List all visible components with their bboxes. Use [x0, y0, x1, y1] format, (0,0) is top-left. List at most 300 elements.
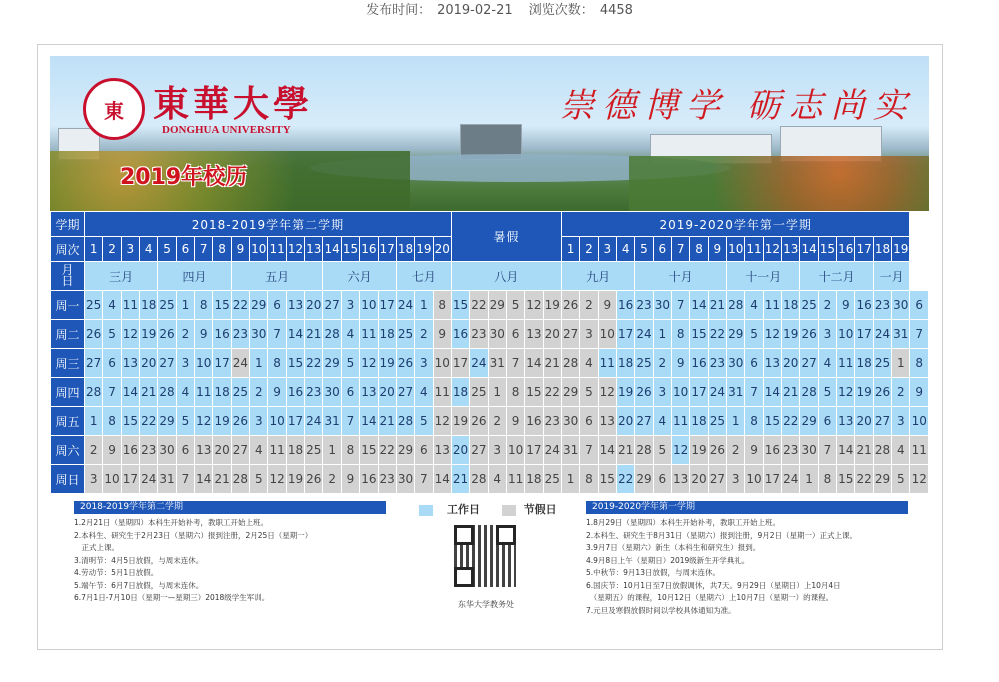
- day-cell: 26: [158, 320, 176, 349]
- calendar-table: [50, 211, 929, 494]
- day-cell: 24: [305, 407, 323, 436]
- day-cell: 2: [85, 436, 103, 465]
- day-cell: 18: [451, 378, 469, 407]
- day-cell: 13: [763, 349, 781, 378]
- day-cell: 16: [121, 436, 139, 465]
- note-line: 4.劳动节：5月1日放假。: [74, 568, 159, 577]
- day-cell: 22: [543, 378, 561, 407]
- month-header: 十一月: [727, 262, 800, 291]
- day-row: [51, 436, 929, 465]
- day-cell: 18: [378, 320, 396, 349]
- day-cell: 25: [800, 291, 818, 320]
- term-label: 学期: [51, 212, 85, 237]
- day-cell: 20: [140, 349, 158, 378]
- day-cell: 17: [855, 320, 873, 349]
- week-number: 17: [855, 237, 873, 262]
- day-cell: 2: [892, 378, 910, 407]
- day-cell: 27: [231, 436, 249, 465]
- week-number: 18: [396, 237, 414, 262]
- day-cell: 8: [103, 407, 121, 436]
- day-cell: 4: [250, 436, 268, 465]
- day-cell: 14: [433, 465, 451, 494]
- day-cell: 11: [672, 407, 690, 436]
- day-cell: 27: [396, 378, 414, 407]
- day-cell: 14: [121, 378, 139, 407]
- day-cell: 17: [525, 436, 543, 465]
- week-number: 5: [635, 237, 653, 262]
- day-cell: 20: [616, 407, 634, 436]
- day-cell: 8: [341, 436, 359, 465]
- day-cell: 16: [855, 291, 873, 320]
- notes-term1: [74, 501, 386, 605]
- day-cell: 3: [488, 436, 506, 465]
- day-cell: 6: [268, 291, 286, 320]
- day-cell: 21: [140, 378, 158, 407]
- day-cell: 14: [195, 465, 213, 494]
- day-cell: 1: [415, 291, 433, 320]
- day-cell: 25: [543, 465, 561, 494]
- day-cell: 9: [433, 320, 451, 349]
- week-number: 20: [433, 237, 451, 262]
- day-cell: 23: [470, 320, 488, 349]
- day-cell: 7: [580, 436, 598, 465]
- day-cell: 21: [616, 436, 634, 465]
- day-cell: 31: [158, 465, 176, 494]
- day-cell: 9: [745, 436, 763, 465]
- day-cell: 7: [341, 407, 359, 436]
- day-cell: 28: [85, 378, 103, 407]
- day-cell: 4: [818, 349, 836, 378]
- day-cell: 11: [121, 291, 139, 320]
- day-cell: 23: [708, 349, 726, 378]
- day-cell: 7: [745, 378, 763, 407]
- day-cell: 28: [635, 436, 653, 465]
- day-cell: 12: [195, 407, 213, 436]
- day-cell: 9: [598, 291, 616, 320]
- day-cell: 1: [800, 465, 818, 494]
- weekday-label: 周四: [51, 378, 85, 407]
- day-cell: 29: [488, 291, 506, 320]
- day-cell: 22: [305, 349, 323, 378]
- day-cell: 17: [213, 349, 231, 378]
- day-cell: 23: [140, 436, 158, 465]
- publish-date: 2019-02-21: [437, 3, 513, 18]
- day-cell: 15: [213, 291, 231, 320]
- day-cell: 9: [103, 436, 121, 465]
- day-cell: 30: [396, 465, 414, 494]
- day-cell: 25: [396, 320, 414, 349]
- day-cell: 28: [873, 436, 891, 465]
- week-label: 周次: [51, 237, 85, 262]
- day-cell: 5: [415, 407, 433, 436]
- day-cell: 6: [341, 378, 359, 407]
- day-cell: 24: [873, 320, 891, 349]
- day-cell: 9: [341, 465, 359, 494]
- day-cell: 25: [873, 349, 891, 378]
- day-cell: 3: [250, 407, 268, 436]
- day-cell: 5: [250, 465, 268, 494]
- day-cell: 30: [800, 436, 818, 465]
- week-number: 16: [360, 237, 378, 262]
- day-cell: 13: [598, 407, 616, 436]
- day-cell: 15: [763, 407, 781, 436]
- day-cell: 18: [286, 436, 304, 465]
- day-cell: 12: [525, 291, 543, 320]
- day-cell: 31: [892, 320, 910, 349]
- day-cell: 11: [433, 378, 451, 407]
- day-cell: 22: [782, 407, 800, 436]
- day-cell: 6: [176, 436, 194, 465]
- day-cell: 3: [85, 465, 103, 494]
- day-cell: 13: [360, 378, 378, 407]
- day-cell: 12: [268, 465, 286, 494]
- day-cell: 16: [213, 320, 231, 349]
- month-label: 月: [61, 263, 74, 277]
- day-cell: 10: [360, 291, 378, 320]
- day-cell: 10: [910, 407, 929, 436]
- day-cell: 28: [800, 378, 818, 407]
- week-number: 1: [85, 237, 103, 262]
- day-cell: 18: [782, 291, 800, 320]
- weekday-label: 周二: [51, 320, 85, 349]
- day-cell: 30: [323, 378, 341, 407]
- week-number: 10: [727, 237, 745, 262]
- note-line: 1.2月21日（星期四）本科生开始补考，教职工开始上班。: [74, 518, 268, 527]
- day-cell: 17: [616, 320, 634, 349]
- day-cell: 9: [910, 378, 929, 407]
- day-cell: 10: [837, 320, 855, 349]
- note-line: 6.7月1日-7月10日（星期一—星期三）2018级学生军训。: [74, 593, 270, 602]
- day-cell: 6: [910, 291, 929, 320]
- day-cell: 8: [672, 320, 690, 349]
- day-cell: 19: [286, 465, 304, 494]
- day-row: [51, 378, 929, 407]
- views-label: 浏览次数：: [528, 3, 594, 18]
- day-cell: 27: [470, 436, 488, 465]
- note-line: 正式上课。: [74, 543, 119, 552]
- day-cell: 14: [763, 378, 781, 407]
- day-cell: 3: [580, 320, 598, 349]
- legend-workday: 工作日: [447, 503, 480, 516]
- note-line: （星期五）的课程，10月12日（星期六）上10月7日（星期一）的课程。: [586, 593, 834, 602]
- week-number: 8: [213, 237, 231, 262]
- day-cell: 5: [818, 378, 836, 407]
- day-cell: 6: [506, 320, 524, 349]
- day-cell: 10: [103, 465, 121, 494]
- notes-term1-list: [74, 517, 386, 605]
- day-cell: 16: [286, 378, 304, 407]
- day-cell: 6: [818, 407, 836, 436]
- day-cell: 30: [250, 320, 268, 349]
- day-cell: 12: [837, 378, 855, 407]
- day-cell: 8: [745, 407, 763, 436]
- month-header: 十二月: [800, 262, 873, 291]
- day-cell: 7: [268, 320, 286, 349]
- day-cell: 12: [910, 465, 929, 494]
- day-cell: 29: [323, 349, 341, 378]
- day-cell: 1: [250, 349, 268, 378]
- motto: 崇德博学 砺志尚实: [560, 86, 915, 126]
- day-cell: 11: [910, 436, 929, 465]
- day-cell: 19: [690, 436, 708, 465]
- day-cell: 14: [598, 436, 616, 465]
- day-cell: 16: [690, 349, 708, 378]
- publish-label: 发布时间：: [366, 3, 432, 18]
- day-cell: 2: [250, 378, 268, 407]
- term2-title: 2019-2020学年第一学期: [561, 212, 910, 237]
- day-cell: 26: [305, 465, 323, 494]
- university-name-en: DONGHUA UNIVERSITY: [162, 124, 291, 136]
- day-cell: 20: [451, 436, 469, 465]
- day-cell: 25: [708, 407, 726, 436]
- week-number: 8: [690, 237, 708, 262]
- day-cell: 21: [213, 465, 231, 494]
- day-cell: 5: [892, 465, 910, 494]
- day-cell: 29: [250, 291, 268, 320]
- day-cell: 3: [653, 378, 671, 407]
- day-cell: 19: [140, 320, 158, 349]
- day-cell: 24: [470, 349, 488, 378]
- day-cell: 31: [727, 378, 745, 407]
- day-cell: 15: [837, 465, 855, 494]
- day-cell: 27: [323, 291, 341, 320]
- day-cell: 27: [158, 349, 176, 378]
- day-cell: 26: [708, 436, 726, 465]
- day-cell: 19: [451, 407, 469, 436]
- day-cell: 15: [598, 465, 616, 494]
- day-cell: 1: [561, 465, 579, 494]
- day-cell: 7: [506, 349, 524, 378]
- notes-term1-title: 2018-2019学年第二学期: [74, 501, 386, 514]
- day-cell: 31: [323, 407, 341, 436]
- day-cell: 5: [580, 378, 598, 407]
- week-number: 18: [873, 237, 891, 262]
- day-cell: 16: [451, 320, 469, 349]
- day-cell: 27: [800, 349, 818, 378]
- day-cell: 3: [818, 320, 836, 349]
- day-row: [51, 465, 929, 494]
- day-cell: 11: [837, 349, 855, 378]
- day-cell: 9: [506, 407, 524, 436]
- day-cell: 21: [543, 349, 561, 378]
- day-cell: 11: [195, 378, 213, 407]
- day-cell: 12: [121, 320, 139, 349]
- weekday-label: 周五: [51, 407, 85, 436]
- day-cell: 2: [323, 465, 341, 494]
- notes-term2: [586, 501, 908, 617]
- day-cell: 15: [360, 436, 378, 465]
- day-row: [51, 291, 929, 320]
- day-cell: 24: [543, 436, 561, 465]
- day-cell: 19: [543, 291, 561, 320]
- day-cell: 13: [286, 291, 304, 320]
- week-number: 17: [378, 237, 396, 262]
- note-line: 7.元旦及寒假放假时间以学校具体通知为准。: [586, 605, 736, 615]
- day-cell: 16: [360, 465, 378, 494]
- day-cell: 24: [231, 349, 249, 378]
- day-cell: 28: [231, 465, 249, 494]
- weekday-label: 周日: [51, 465, 85, 494]
- week-number: 16: [837, 237, 855, 262]
- day-cell: 11: [360, 320, 378, 349]
- day-cell: 18: [213, 378, 231, 407]
- day-cell: 15: [525, 378, 543, 407]
- day-cell: 9: [672, 349, 690, 378]
- legend: [419, 501, 569, 517]
- day-cell: 27: [708, 465, 726, 494]
- term1-title: 2018-2019学年第二学期: [85, 212, 452, 237]
- day-cell: 22: [616, 465, 634, 494]
- week-number: 1: [561, 237, 579, 262]
- day-cell: 4: [341, 320, 359, 349]
- day-cell: 6: [415, 436, 433, 465]
- week-number: 3: [121, 237, 139, 262]
- week-number: 7: [672, 237, 690, 262]
- day-cell: 22: [378, 436, 396, 465]
- day-cell: 10: [506, 436, 524, 465]
- calendar-title: 2019年校历: [120, 165, 248, 190]
- day-cell: 27: [561, 320, 579, 349]
- day-cell: 25: [231, 378, 249, 407]
- month-header: 八月: [451, 262, 561, 291]
- week-number: 7: [195, 237, 213, 262]
- day-cell: 14: [525, 349, 543, 378]
- day-cell: 13: [433, 436, 451, 465]
- day-cell: 12: [360, 349, 378, 378]
- day-cell: 22: [140, 407, 158, 436]
- day-cell: 12: [433, 407, 451, 436]
- day-cell: 24: [782, 465, 800, 494]
- day-cell: 28: [561, 349, 579, 378]
- note-line: 2.本科生、研究生于8月31日（星期六）报到注册，9月2日（星期一）正式上课。: [586, 530, 858, 540]
- day-cell: 2: [580, 291, 598, 320]
- day-cell: 1: [488, 378, 506, 407]
- day-cell: 3: [341, 291, 359, 320]
- day-cell: 26: [873, 378, 891, 407]
- day-cell: 20: [690, 465, 708, 494]
- note-line: 6.国庆节：10月1日至7日放假调休，共7天。9月29日（星期日）上10月4日: [586, 580, 841, 590]
- day-cell: 10: [745, 465, 763, 494]
- week-number: 11: [268, 237, 286, 262]
- weekday-label: 周三: [51, 349, 85, 378]
- day-cell: 25: [470, 378, 488, 407]
- day-cell: 30: [488, 320, 506, 349]
- week-number: 12: [763, 237, 781, 262]
- month-header: 四月: [158, 262, 231, 291]
- day-cell: 21: [708, 291, 726, 320]
- notes-term2-title: 2019-2020学年第一学期: [586, 501, 908, 514]
- day-cell: 2: [818, 291, 836, 320]
- day-cell: 2: [653, 349, 671, 378]
- month-header: 六月: [323, 262, 396, 291]
- day-cell: 11: [763, 291, 781, 320]
- day-cell: 19: [782, 320, 800, 349]
- day-cell: 24: [708, 378, 726, 407]
- day-cell: 17: [121, 465, 139, 494]
- day-cell: 11: [598, 349, 616, 378]
- day-cell: 4: [653, 407, 671, 436]
- day-cell: 16: [763, 436, 781, 465]
- notes-term2-list: [586, 517, 908, 617]
- day-cell: 23: [231, 320, 249, 349]
- day-cell: 10: [268, 407, 286, 436]
- day-cell: 25: [85, 291, 103, 320]
- week-number: 4: [616, 237, 634, 262]
- day-cell: 9: [195, 320, 213, 349]
- month-header: 一月: [873, 262, 910, 291]
- day-cell: 13: [121, 349, 139, 378]
- day-cell: 15: [690, 320, 708, 349]
- week-number: 14: [800, 237, 818, 262]
- day-cell: 8: [195, 291, 213, 320]
- note-line: 4.9月8日上午（星期日）2019级新生开学典礼。: [586, 555, 750, 565]
- day-cell: 4: [745, 291, 763, 320]
- term-row: [51, 212, 929, 237]
- day-cell: 12: [672, 436, 690, 465]
- day-cell: 13: [837, 407, 855, 436]
- legend-holiday: 节假日: [523, 503, 557, 516]
- day-cell: 4: [103, 291, 121, 320]
- day-cell: 6: [745, 349, 763, 378]
- day-cell: 21: [451, 465, 469, 494]
- day-cell: 26: [231, 407, 249, 436]
- day-row: [51, 407, 929, 436]
- day-cell: 28: [396, 407, 414, 436]
- day-cell: 13: [195, 436, 213, 465]
- day-cell: 1: [85, 407, 103, 436]
- day-cell: 24: [635, 320, 653, 349]
- day-cell: 9: [268, 378, 286, 407]
- day-cell: 10: [195, 349, 213, 378]
- day-cell: 7: [672, 291, 690, 320]
- day-cell: 5: [506, 291, 524, 320]
- month-header: 七月: [396, 262, 451, 291]
- day-cell: 24: [396, 291, 414, 320]
- day-cell: 15: [286, 349, 304, 378]
- weekday-label: 周六: [51, 436, 85, 465]
- day-cell: 7: [910, 320, 929, 349]
- weekday-label: 周一: [51, 291, 85, 320]
- day-cell: 4: [176, 378, 194, 407]
- day-cell: 12: [598, 378, 616, 407]
- day-row: [51, 349, 929, 378]
- day-cell: 21: [305, 320, 323, 349]
- day-cell: 29: [396, 436, 414, 465]
- day-cell: 19: [213, 407, 231, 436]
- day-cell: 1: [892, 349, 910, 378]
- day-cell: 20: [855, 407, 873, 436]
- day-cell: 15: [121, 407, 139, 436]
- qr-code-icon: [454, 525, 516, 587]
- day-cell: 3: [176, 349, 194, 378]
- day-cell: 26: [85, 320, 103, 349]
- day-cell: 20: [213, 436, 231, 465]
- day-cell: 11: [506, 465, 524, 494]
- day-cell: 28: [158, 378, 176, 407]
- day-cell: 17: [378, 291, 396, 320]
- trees: [629, 156, 929, 211]
- day-cell: 31: [488, 349, 506, 378]
- day-cell: 30: [653, 291, 671, 320]
- day-cell: 7: [176, 465, 194, 494]
- day-cell: 30: [158, 436, 176, 465]
- day-cell: 5: [745, 320, 763, 349]
- day-cell: 8: [268, 349, 286, 378]
- day-cell: 12: [763, 320, 781, 349]
- day-cell: 22: [855, 465, 873, 494]
- calendar-image: [37, 44, 943, 650]
- day-cell: 13: [672, 465, 690, 494]
